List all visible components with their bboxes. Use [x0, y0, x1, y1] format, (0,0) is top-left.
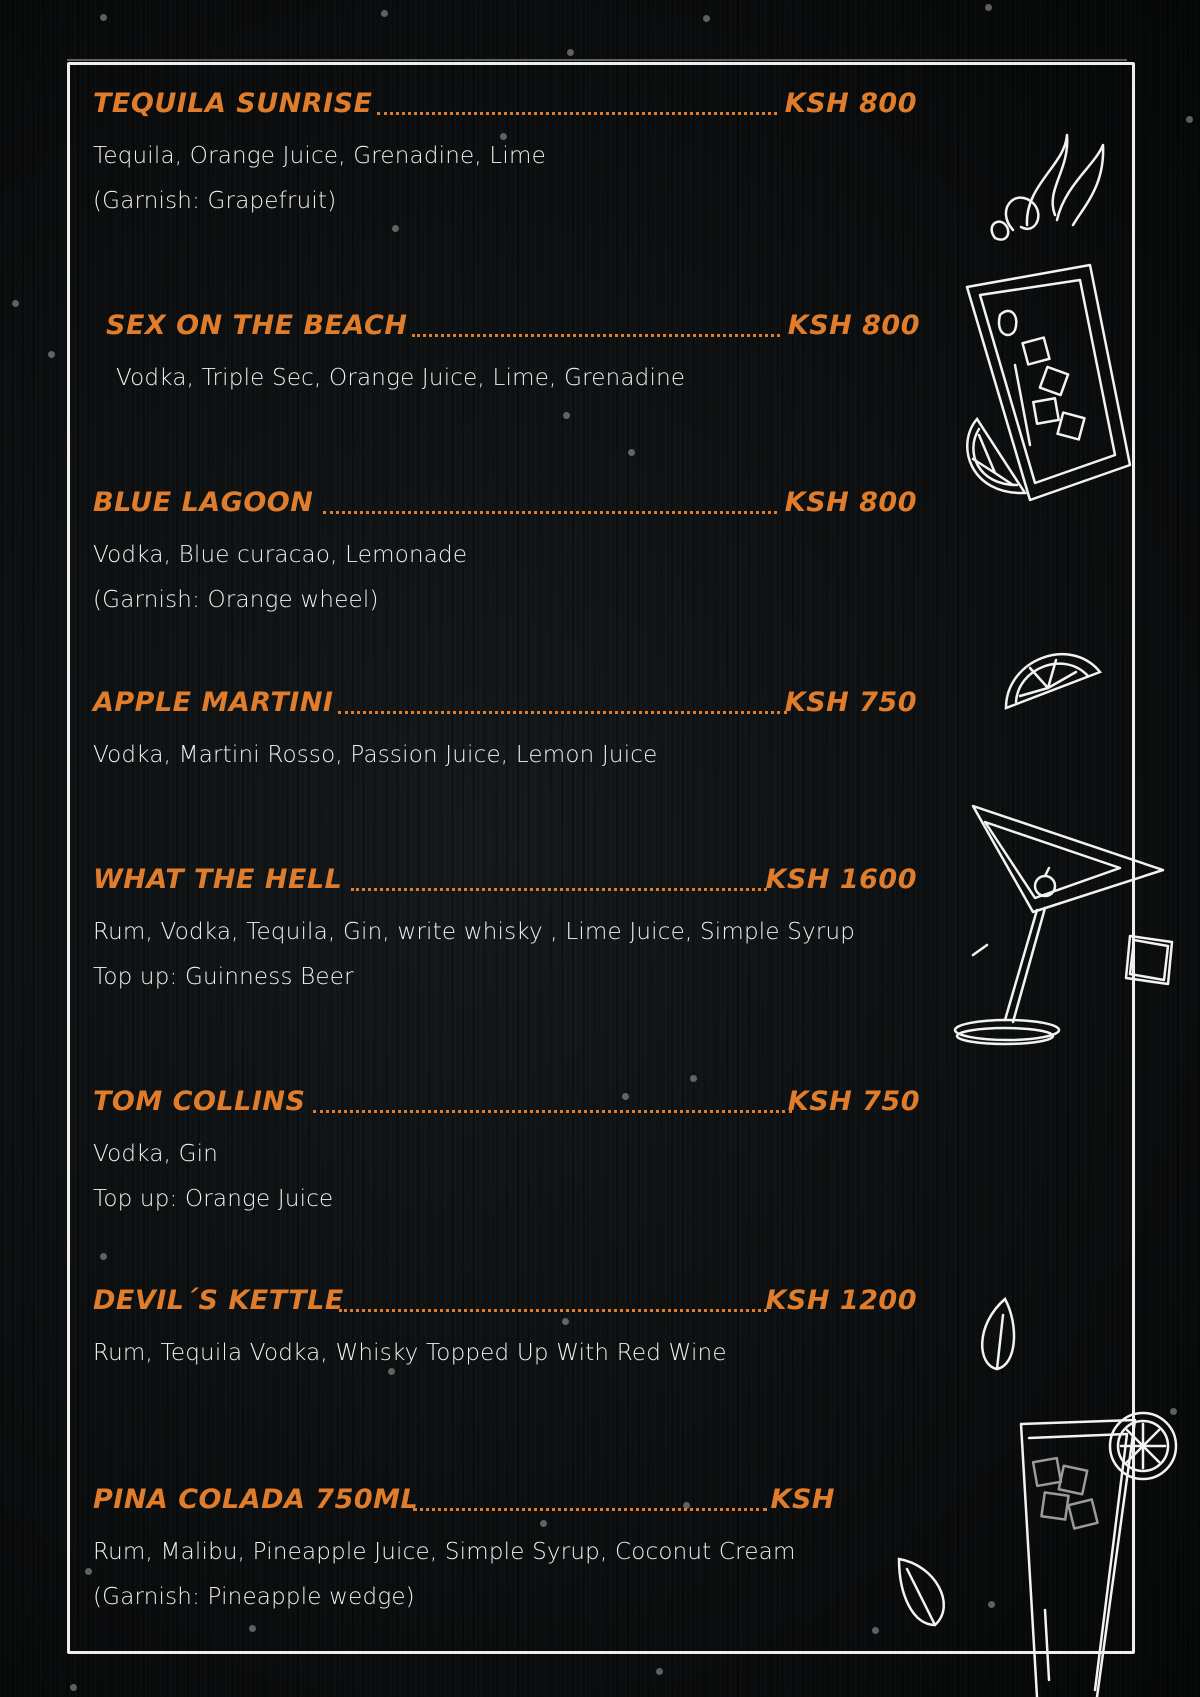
menu-item [93, 687, 917, 778]
cocktail-price: KSH 800 [784, 487, 917, 518]
menu-item [93, 864, 917, 1000]
cocktail-price: KSH [770, 1484, 835, 1515]
item-title-row [93, 1285, 917, 1325]
tall-glass-lime-icon [1015, 1410, 1190, 1697]
menu-item [93, 1484, 835, 1620]
ingredients [106, 356, 920, 401]
dotted-leader [323, 511, 777, 514]
item-title-row [93, 487, 917, 527]
dotted-leader [377, 112, 777, 115]
item-title-row [93, 687, 917, 727]
ingredients [93, 1132, 920, 1222]
cocktail-name: SEX ON THE BEACH [106, 310, 408, 341]
cocktail-name: TOM COLLINS [93, 1086, 306, 1117]
ingredients-line: Rum, Malibu, Pineapple Juice, Simple Syrup, Coconut Cream [93, 1539, 796, 1565]
menu-item [93, 1285, 917, 1376]
menu-item [93, 1086, 920, 1222]
ingredients [93, 1331, 917, 1376]
ingredients [93, 733, 917, 778]
cocktail-price: KSH 750 [784, 687, 917, 718]
cocktail-name: BLUE LAGOON [93, 487, 314, 518]
item-title-row [93, 1086, 920, 1126]
menu-item [93, 487, 917, 623]
cocktail-name: TEQUILA SUNRISE [93, 88, 373, 119]
topup-line: Top up: Orange Juice [93, 1186, 334, 1212]
item-title-row [106, 310, 920, 350]
topup-line: Top up: Guinness Beer [93, 964, 354, 990]
ingredients [93, 910, 917, 1000]
dotted-leader [412, 334, 780, 337]
leaf-icon [975, 1295, 1025, 1375]
cocktail-price: KSH 800 [787, 310, 920, 341]
ingredients-line: Vodka, Blue curacao, Lemonade [93, 542, 468, 568]
ingredients-line: Vodka, Martini Rosso, Passion Juice, Lemon Juice [93, 742, 658, 768]
lemon-slice-icon [955, 415, 1035, 500]
ingredients-line: Vodka, Triple Sec, Orange Juice, Lime, Grenadine [116, 365, 686, 391]
cocktail-price: KSH 750 [787, 1086, 920, 1117]
garnish-line: (Garnish: Pineapple wedge) [93, 1584, 415, 1610]
cocktail-price: KSH 1200 [765, 1285, 917, 1316]
cocktail-name: APPLE MARTINI [93, 687, 334, 718]
dotted-leader [338, 711, 787, 714]
dotted-leader [351, 888, 767, 891]
cocktail-price: KSH 800 [784, 88, 917, 119]
item-title-row [93, 88, 917, 128]
ingredients [93, 134, 917, 224]
orange-wedge-icon [1000, 640, 1105, 710]
cocktail-name: DEVIL´S KETTLE [93, 1285, 344, 1316]
menu-item [106, 310, 920, 401]
dotted-leader [413, 1508, 767, 1511]
garnish-line: (Garnish: Grapefruit) [93, 188, 337, 214]
menu-item [93, 88, 917, 224]
dotted-leader [313, 1110, 792, 1113]
cocktail-name: WHAT THE HELL [93, 864, 343, 895]
item-title-row [93, 864, 917, 904]
ingredients-line: Vodka, Gin [93, 1141, 219, 1167]
leaf-icon [895, 1555, 955, 1630]
dotted-leader [339, 1309, 767, 1312]
cocktail-name: PINA COLADA 750ML [93, 1484, 419, 1515]
ingredients-line: Tequila, Orange Juice, Grenadine, Lime [93, 143, 546, 169]
ingredients [93, 533, 917, 623]
ingredients-line: Rum, Tequila Vodka, Whisky Topped Up With Red Wine [93, 1340, 727, 1366]
item-title-row [93, 1484, 835, 1524]
garnish-line: (Garnish: Orange wheel) [93, 587, 379, 613]
ice-cube-icon [1120, 930, 1180, 990]
ingredients-line: Rum, Vodka, Tequila, Gin, write whisky , Lime Juice, Simple Syrup [93, 919, 856, 945]
cocktail-price: KSH 1600 [765, 864, 917, 895]
ingredients [93, 1530, 835, 1620]
